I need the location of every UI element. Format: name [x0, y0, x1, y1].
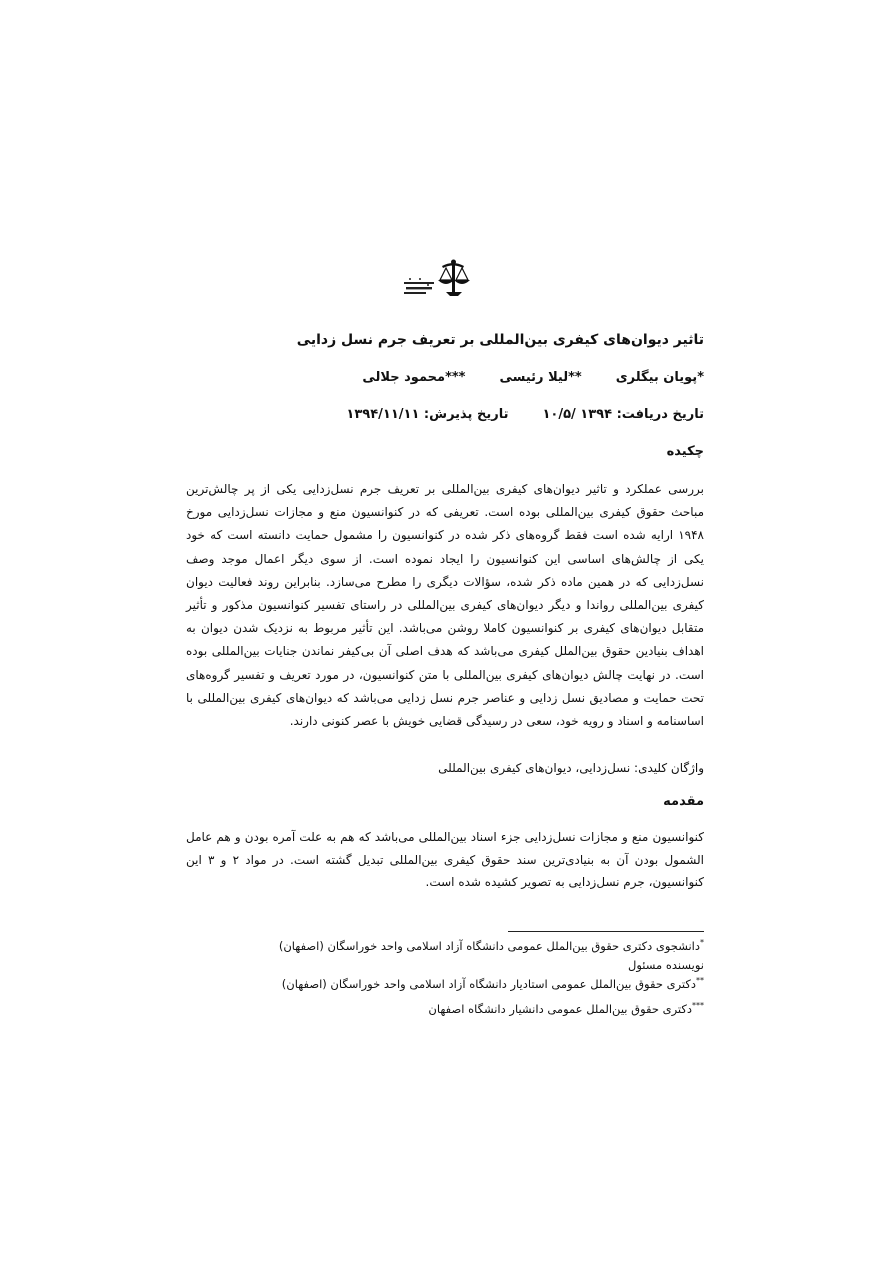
footnote-text: دکتری حقوق بین‌الملل عمومی استادیار دانشگاه آزاد اسلامی واحد خوراسگان (اصفهان): [281, 977, 696, 991]
footnote-2: [186, 975, 704, 994]
introduction-heading: مقدمه: [663, 794, 704, 809]
date-accepted: تاریخ پذیرش: ۱۳۹۴/۱۱/۱۱: [346, 407, 509, 422]
keywords: واژگان کلیدی: نسل‌زدایی، دیوان‌های کیفری بین‌المللی: [438, 761, 704, 775]
journal-logo-icon: [396, 258, 476, 300]
footnote-mark: ***: [692, 1001, 704, 1011]
footnote-1: [186, 937, 704, 975]
abstract-heading: چکیده: [666, 444, 704, 459]
author-2: **لیلا رئیسی: [499, 370, 582, 385]
footnote-divider: [508, 931, 704, 932]
abstract-body: بررسی عملکرد و تاثیر دیوان‌های کیفری بین‌المللی بر تعریف جرم نسل‌زدایی یکی از پر چالش‌ترین مباحث حقوق کیفری بین‌المللی بوده است. تعریفی که در کنوانسیون منع و مجازات نسل‌زدایی مورخ ۱۹۴۸ ارایه شده است فقط گروه‌های ذکر شده در کنوانسیون را مشمول حمایت دانسته است که خود یکی از چالش‌های اساسی این کنوانسیون را ایجاد نموده است. از سوی دیگر اعمال موجد وصف نسل‌زدایی که در همین ماده ذکر شده، سؤالات دیگری را مطرح می‌سازد. بنابراین روند فعالیت دیوان کیفری بین‌المللی رواندا و دیگر دیوان‌های کیفری بین‌المللی در راستای تفسیر کنوانسیون مذکور و تأثیر متقابل دیوان‌های کیفری بر کنوانسیون کاملا روشن می‌باشد. این تأثیر مربوط به نزدیک شدن دیوان به اهداف بنیادین حقوق بین‌الملل کیفری می‌باشد که هدف اصلی آن بی‌کیفر نماندن جنایات بین‌المللی بوده است. در نهایت چالش دیوان‌های کیفری بین‌المللی با متن کنوانسیون، در مورد تعریف و تفسیر گروه‌های تحت حمایت و مصادیق نسل زدایی و عناصر جرم نسل زدایی می‌باشد که دیوان‌های کیفری بین‌المللی با اساسنامه و اسناد و رویه خود، سعی در رسیدگی قضایی خویش با عصر کنونی دارند.: [186, 482, 704, 729]
footnotes: [186, 937, 704, 1019]
date-received: تاریخ دریافت: ۱۳۹۴ /۱۰/۵: [542, 407, 704, 422]
article-title: تاثیر دیوان‌های کیفری بین‌المللی بر تعریف جرم نسل زدایی: [296, 332, 704, 348]
footnote-text: دکتری حقوق بین‌الملل عمومی دانشیار دانشگاه اصفهان: [428, 1002, 692, 1016]
article-dates: [184, 405, 704, 425]
introduction-body: کنوانسیون منع و مجازات نسل‌زدایی جزء اسناد بین‌المللی می‌باشد که هم به علت آمره بودن و هم عامل الشمول بودن آن به بنیادی‌ترین سند حقوق کیفری بین‌المللی تبدیل گشته است. در مواد ۲ و ۳ این کنوانسیون، جرم نسل‌زدایی به تصویر کشیده شده است.: [186, 830, 704, 889]
footnote-mark: *: [700, 938, 704, 948]
author-1: *پویان بیگلری: [615, 370, 704, 385]
footnote-extra: نویسنده مسئول: [628, 958, 704, 972]
footnote-3: [186, 1000, 704, 1019]
author-list: [184, 368, 704, 388]
footnote-text: دانشجوی دکتری حقوق بین‌الملل عمومی دانشگاه آزاد اسلامی واحد خوراسگان (اصفهان): [278, 939, 700, 953]
footnote-mark: **: [696, 976, 704, 986]
author-3: ***محمود جلالی: [362, 370, 466, 385]
